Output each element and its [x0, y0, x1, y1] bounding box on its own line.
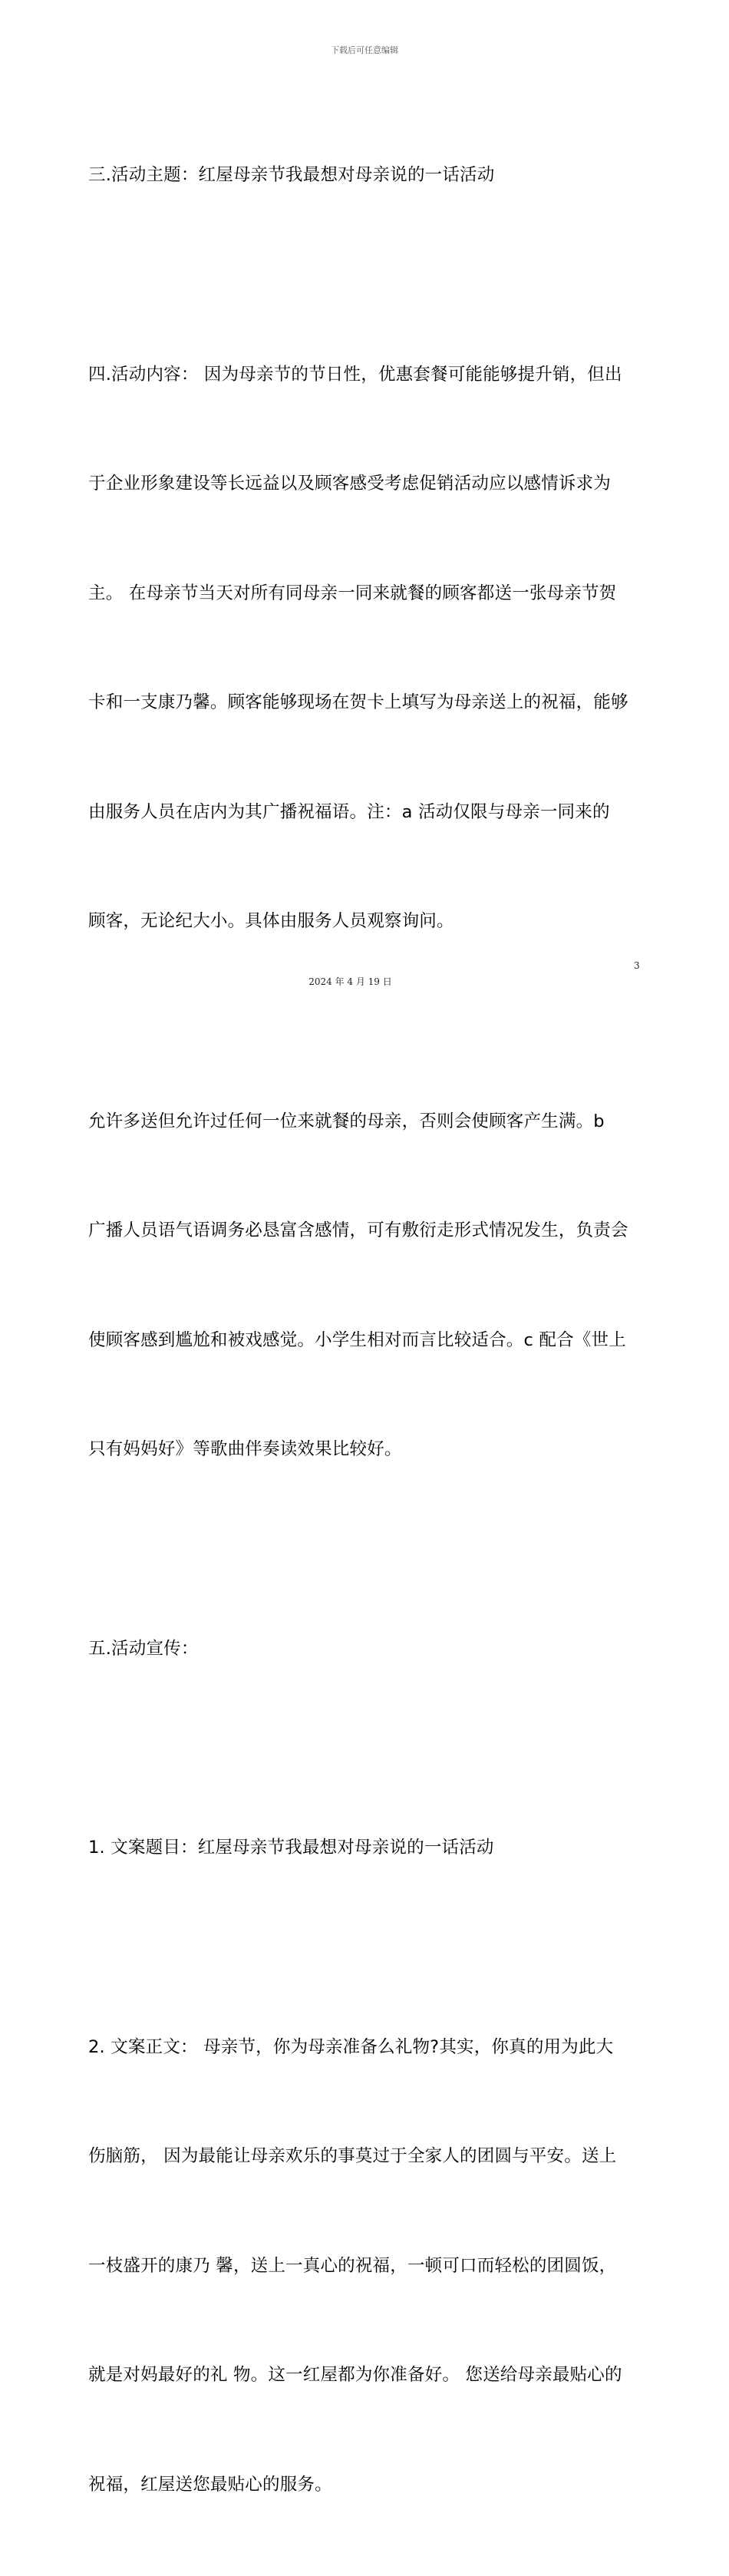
text-line: 由服务人员在店内为其广播祝福语。注：a 活动仅限与母亲一同来的	[88, 794, 645, 831]
text-line: 三.活动主题：红屋母亲节我最想对母亲说的一话活动	[88, 157, 645, 194]
text-line: 只有妈妈好》等歌曲伴奏读效果比较好。	[88, 1432, 645, 1468]
content-paragraph	[88, 284, 645, 1013]
text-line: 1. 文案题目：红屋母亲节我最想对母亲说的一话活动	[88, 1830, 645, 1867]
text-line: 就是对妈最好的礼 物。这一红屋都为你准备好。 您送给母亲最贴心的	[88, 2357, 645, 2394]
notes-paragraph	[88, 1031, 645, 1541]
text-line: 卡和一支康乃馨。顾客能够现场在贺卡上填写为母亲送上的祝福，能够	[88, 685, 645, 722]
copy-body-paragraph	[88, 1957, 645, 2576]
text-line: 使顾客感到尴尬和被戏感觉。小学生相对而言比较适合。c 配合《世上	[88, 1323, 645, 1359]
text-line: 祝福，红屋送您最贴心的服务。	[88, 2467, 645, 2504]
page-header: 下载后可任意编辑	[0, 44, 729, 56]
page-number: 3	[634, 960, 640, 971]
text-line: 伤脑筋， 因为最能让母亲欢乐的事莫过于全家人的团圆与平安。送上	[88, 2138, 645, 2175]
document-body	[88, 84, 645, 2576]
promo-heading	[88, 1558, 645, 1741]
text-line: 允许多送但允许过任何一位来就餐的母亲，否则会使顾客产生满。b	[88, 1104, 645, 1141]
footer-date: 2024 年 4 月 19 日	[0, 975, 701, 988]
copy-title-paragraph	[88, 1757, 645, 1940]
text-line: 于企业形象建设等长远益以及顾客感受考虑促销活动应以感情诉求为	[88, 466, 645, 503]
text-line: 顾客，无论纪大小。具体由服务人员观察询问。	[88, 903, 645, 940]
text-line: 四.活动内容： 因为母亲节的节日性，优惠套餐可能能够提升销，但出	[88, 357, 645, 394]
theme-paragraph	[88, 84, 645, 267]
text-line: 五.活动宣传：	[88, 1631, 645, 1668]
text-line: 2. 文案正文： 母亲节，你为母亲准备么礼物?其实，你真的用为此大	[88, 2029, 645, 2066]
text-line: 广播人员语气语调务必恳富含感情，可有敷衍走形式情况发生，负责会	[88, 1213, 645, 1250]
text-line: 主。 在母亲节当天对所有同母亲一同来就餐的顾客都送一张母亲节贺	[88, 576, 645, 613]
text-line: 一枝盛开的康乃 馨，送上一真心的祝福，一顿可口而轻松的团圆饭，	[88, 2248, 645, 2285]
